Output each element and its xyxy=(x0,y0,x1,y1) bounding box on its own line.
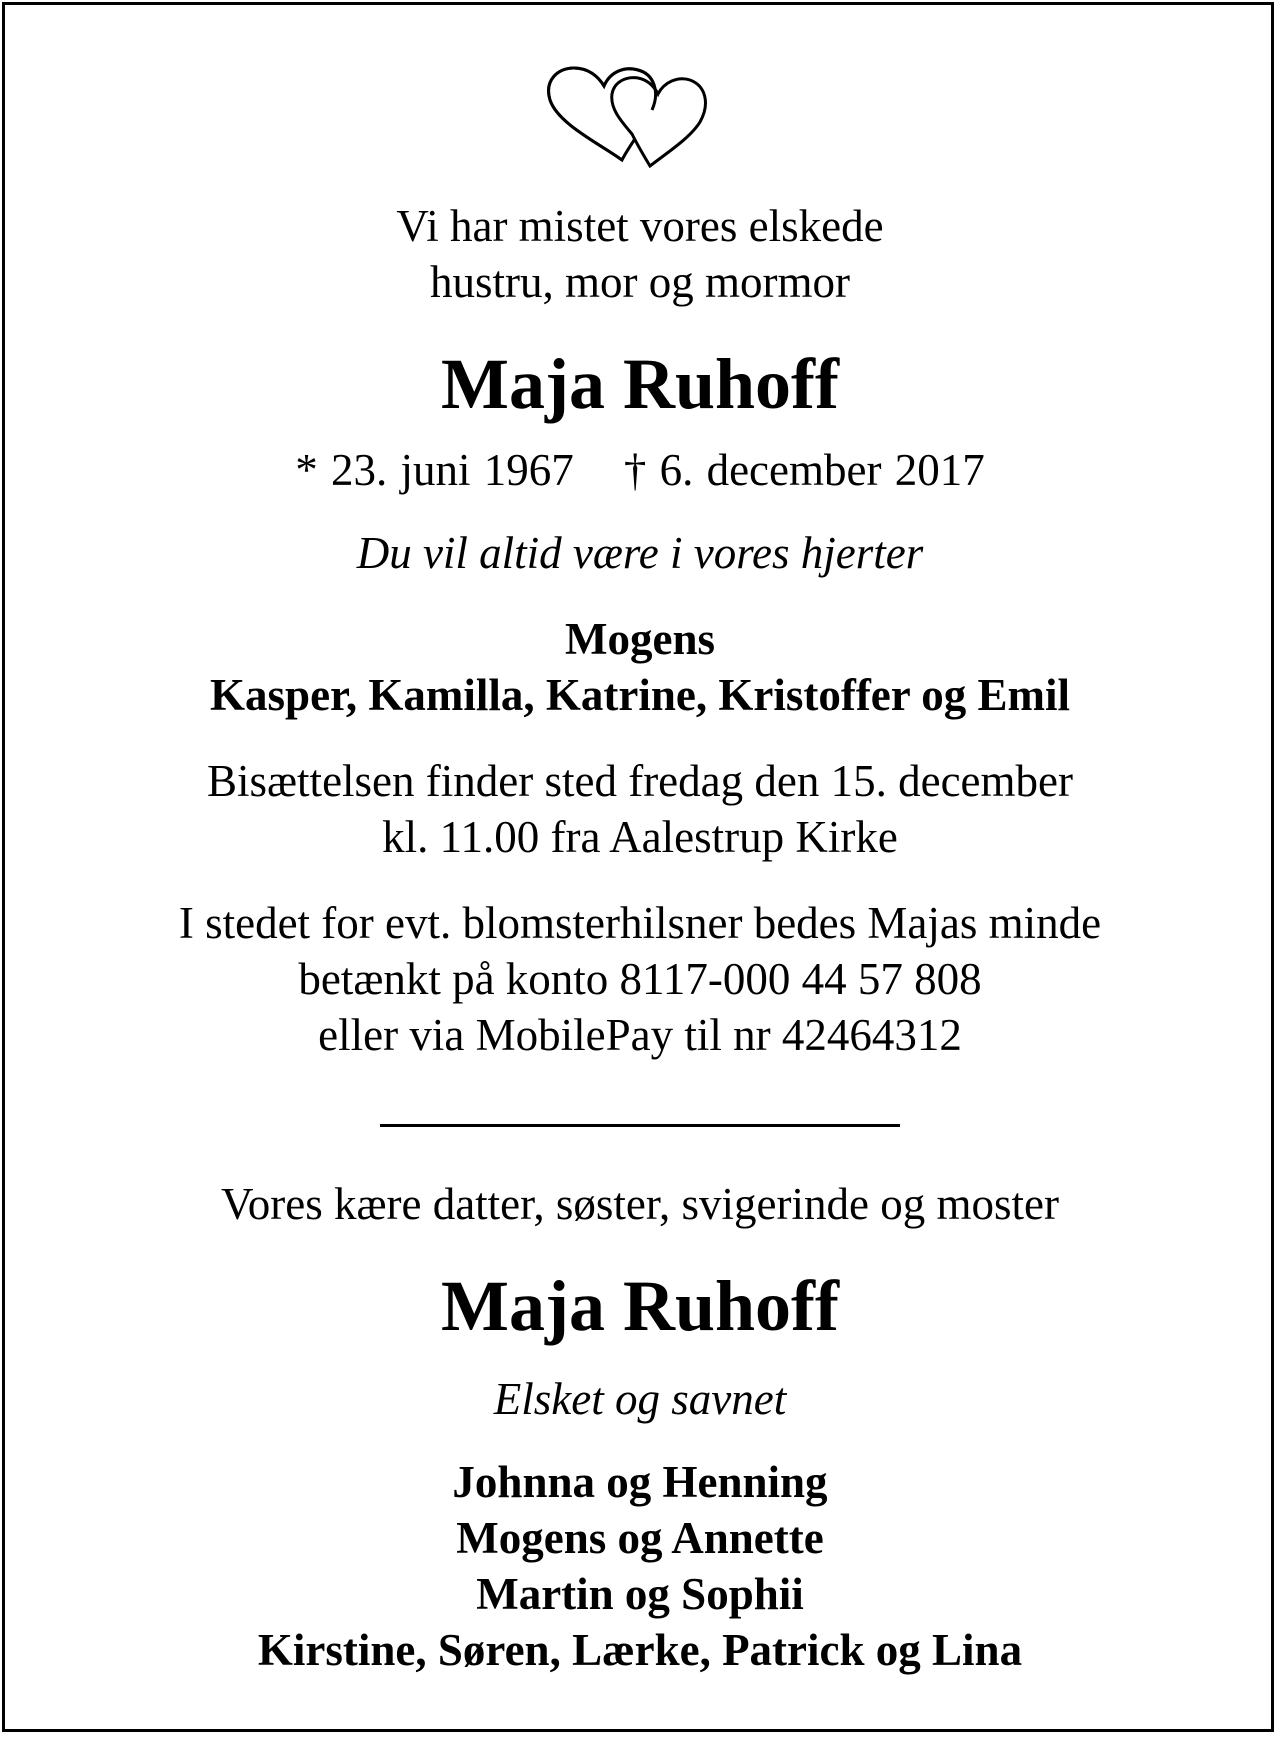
second-intro: Vores kære datter, søster, svigerinde og moster xyxy=(221,1179,1059,1229)
signers-line-2: Kasper, Kamilla, Katrine, Kristoffer og Emil xyxy=(210,670,1070,720)
signers-line-1: Mogens xyxy=(565,614,715,664)
intro-line-1: Vi har mistet vores elskede xyxy=(396,201,884,251)
section-divider xyxy=(380,1124,900,1127)
two-hearts-icon xyxy=(540,62,740,172)
funeral-line-1: Bisættelsen finder sted fredag den 15. december xyxy=(207,756,1073,806)
second-deceased-name: Maja Ruhoff xyxy=(441,1266,839,1346)
second-signers-line-1: Johnna og Henning xyxy=(452,1457,828,1507)
intro-line-2: hustru, mor og mormor xyxy=(430,257,850,307)
funeral-line-2: kl. 11.00 fra Aalestrup Kirke xyxy=(382,812,898,862)
donation-line-2: betænkt på konto 8117-000 44 57 808 xyxy=(298,954,982,1004)
second-signers-line-4: Kirstine, Søren, Lærke, Patrick og Lina xyxy=(257,1625,1023,1675)
memorial-quote: Du vil altid være i vores hjerter xyxy=(356,528,924,578)
donation-line-3: eller via MobilePay til nr 42464312 xyxy=(318,1010,962,1060)
second-quote: Elsket og savnet xyxy=(493,1374,787,1424)
birth-date: * 23. juni 1967 xyxy=(295,445,574,495)
life-dates xyxy=(0,442,1280,498)
deceased-name: Maja Ruhoff xyxy=(441,344,839,424)
second-signers-line-3: Martin og Sophii xyxy=(476,1569,804,1619)
donation-line-1: I stedet for evt. blomsterhilsner bedes Majas minde xyxy=(178,898,1102,948)
second-signers-line-2: Mogens og Annette xyxy=(456,1513,824,1563)
death-date: † 6. december 2017 xyxy=(623,445,985,495)
